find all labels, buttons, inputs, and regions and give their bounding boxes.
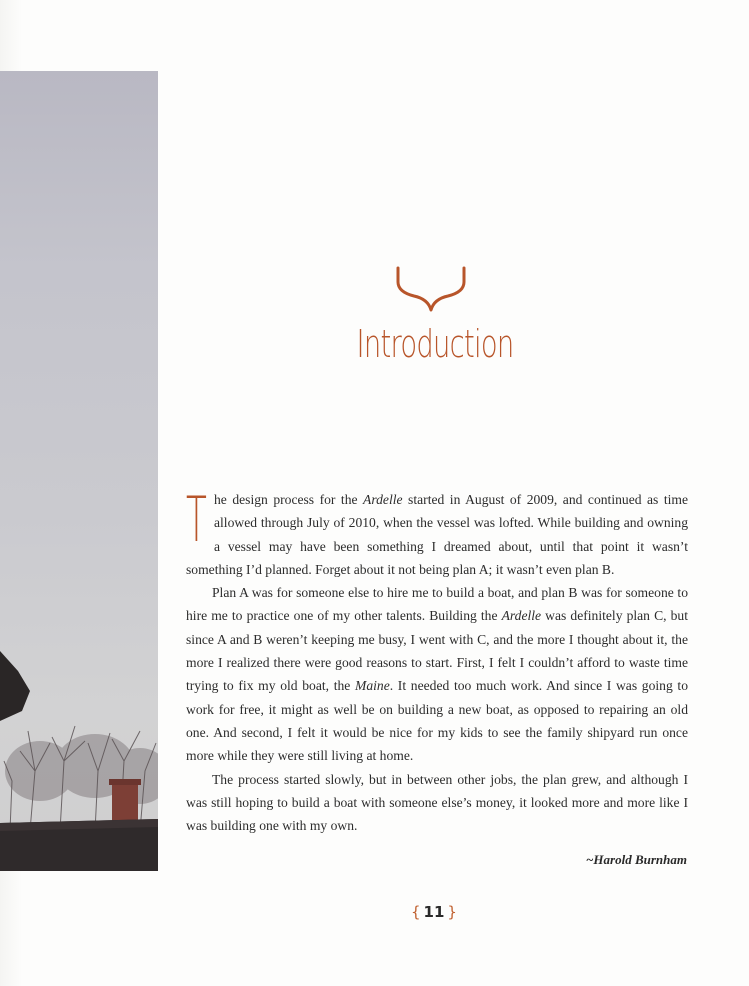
- open-brace: {: [411, 903, 421, 921]
- old-boat-name: Maine: [355, 678, 390, 694]
- roof-silhouette: [0, 651, 30, 721]
- page-number: [408, 903, 460, 921]
- sky-trees-photo: [0, 71, 158, 871]
- author-signature: ~Harold Burnham: [586, 852, 687, 867]
- paragraph-3: The process started slowly, but in between other jobs, the plan grew, and although I was still hoping to build a boat with someone else’s money, it looked more and more like I was building one with my own.: [186, 771, 688, 834]
- introduction-body: [186, 483, 689, 837]
- vessel-name: Ardelle: [501, 608, 542, 624]
- paragraph-1: The design process for the Ardelle started in August of 2009, and continued as time allowed through July of 2010, when the vessel was lofted. While building and owning a vessel may have been something I dreamed about, until that point it wasn’t something I’d planned. Forget about it not being plan A; it wasn’t even plan B.: [186, 483, 689, 577]
- drop-cap: T: [186, 483, 207, 556]
- page-number-value: 11: [423, 903, 445, 921]
- paragraph-2: Plan A was for someone else to hire me to build a boat, and plan B was for someone to hire me to practice one of my other talents. Building the Ardelle was definitely plan C, but since A and B weren’t keeping me busy, I went with C, and the more I thought about it, the more I realized there were good reasons to start. First, I felt I couldn’t afford to waste time trying to fix my old boat, the Maine. It needed too much work. And since I was going to work for free, it might as well be on building a new boat, as opposed to repairing an old one. And second, I felt it would be nice for my kids to see the family shipyard run once more while they were still living at home.: [186, 585, 689, 764]
- chimney: [112, 783, 138, 823]
- bow-ornament-icon: [394, 266, 468, 312]
- vessel-name: Ardelle: [363, 492, 403, 507]
- chapter-title: Introduction: [356, 322, 514, 366]
- close-brace: }: [447, 903, 457, 921]
- cover-photo-strip: [0, 71, 158, 871]
